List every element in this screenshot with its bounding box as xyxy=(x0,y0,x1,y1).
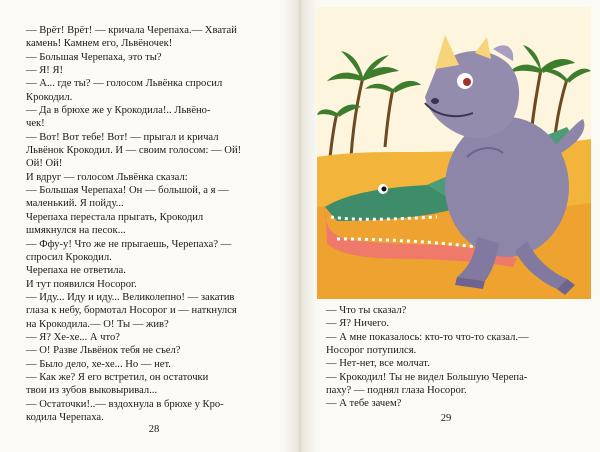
text-line: — А тебе зачем? xyxy=(326,398,402,410)
text-line: Носорог потупился. xyxy=(326,345,417,357)
text-line: — Я? Ничего. xyxy=(326,318,390,330)
text-line: спросил Крокодил. xyxy=(26,251,112,263)
text-line: — Ффу-у! Что же не прыгаешь, Черепаха? — xyxy=(26,238,232,250)
text-line: — Крокодил! Ты не видел Большую Черепа- xyxy=(326,371,528,383)
text-line: — Да в брюхе же у Крокодила!.. Львёно- xyxy=(26,105,211,117)
text-line: глаза к небу, бормотал Носорог и — наткнулся xyxy=(26,305,237,317)
text-line: чек! xyxy=(26,118,45,130)
text-line: Ой! Ой! xyxy=(26,158,63,170)
text-line: — Остаточки!..— вздохнула в брюхе у Кро- xyxy=(26,398,224,410)
text-line: Львёнок Крокодил. И — своим голосом: — Ой! xyxy=(26,145,242,157)
text-line: Крокодил. xyxy=(26,91,73,103)
text-line: — А мне показалось: кто-то что-то сказал.— xyxy=(326,331,529,343)
text-line: И тут появился Носорог. xyxy=(26,278,137,290)
text-line: — Я! Я! xyxy=(26,65,64,77)
left-page-text xyxy=(26,24,288,424)
text-line: шмякнулся на песок... xyxy=(26,225,126,237)
text-line: кодила Черепаха. xyxy=(26,411,104,423)
text-line: маленький. Я пойду... xyxy=(26,198,124,210)
text-line: И вдруг — голосом Львёнка сказал: xyxy=(26,171,188,183)
text-line: твои из зубов выковыривал... xyxy=(26,385,158,397)
text-line: — Врёт! Врёт! — кричала Черепаха.— Хватай xyxy=(26,25,237,36)
rhinoceros-and-crocodile-illustration xyxy=(317,7,591,299)
text-line: — Иду... Иду и иду... Великолепно! — закатив xyxy=(26,291,235,303)
text-line: на Крокодила.— О! Ты — жив? xyxy=(26,318,169,330)
text-line: — Большая Черепаха, это ты? xyxy=(26,51,162,63)
page-number-left: 28 xyxy=(148,424,160,435)
text-line: — Было дело, хе-хе... Но — нет. xyxy=(26,358,171,370)
text-line: Черепаха не ответила. xyxy=(26,265,126,277)
page-number-right: 29 xyxy=(440,413,452,424)
text-line: — Большая Черепаха! Он — большой, а я — xyxy=(26,185,229,197)
text-line: — Что ты сказал? xyxy=(326,305,407,316)
text-line: — Я? Хе-хе... А что? xyxy=(26,331,120,343)
right-page-text xyxy=(326,304,588,411)
text-line: — А... где ты? — голосом Львёнка спросил xyxy=(26,78,223,90)
text-line: Черепаха перестала прыгать, Крокодил xyxy=(26,211,204,223)
text-line: — Как же? Я его встретил, он остаточки xyxy=(26,371,209,383)
text-line: паху? — поднял глаза Носорог. xyxy=(326,385,467,397)
text-line: камень! Камнем его, Львёночек! xyxy=(26,38,173,50)
text-line: — О! Разве Львёнок тебя не съел? xyxy=(26,345,181,357)
right-page xyxy=(300,0,600,452)
text-line: — Вот! Вот тебе! Вот! — прыгал и кричал xyxy=(26,131,219,143)
text-line: — Нет-нет, все молчат. xyxy=(326,358,430,370)
